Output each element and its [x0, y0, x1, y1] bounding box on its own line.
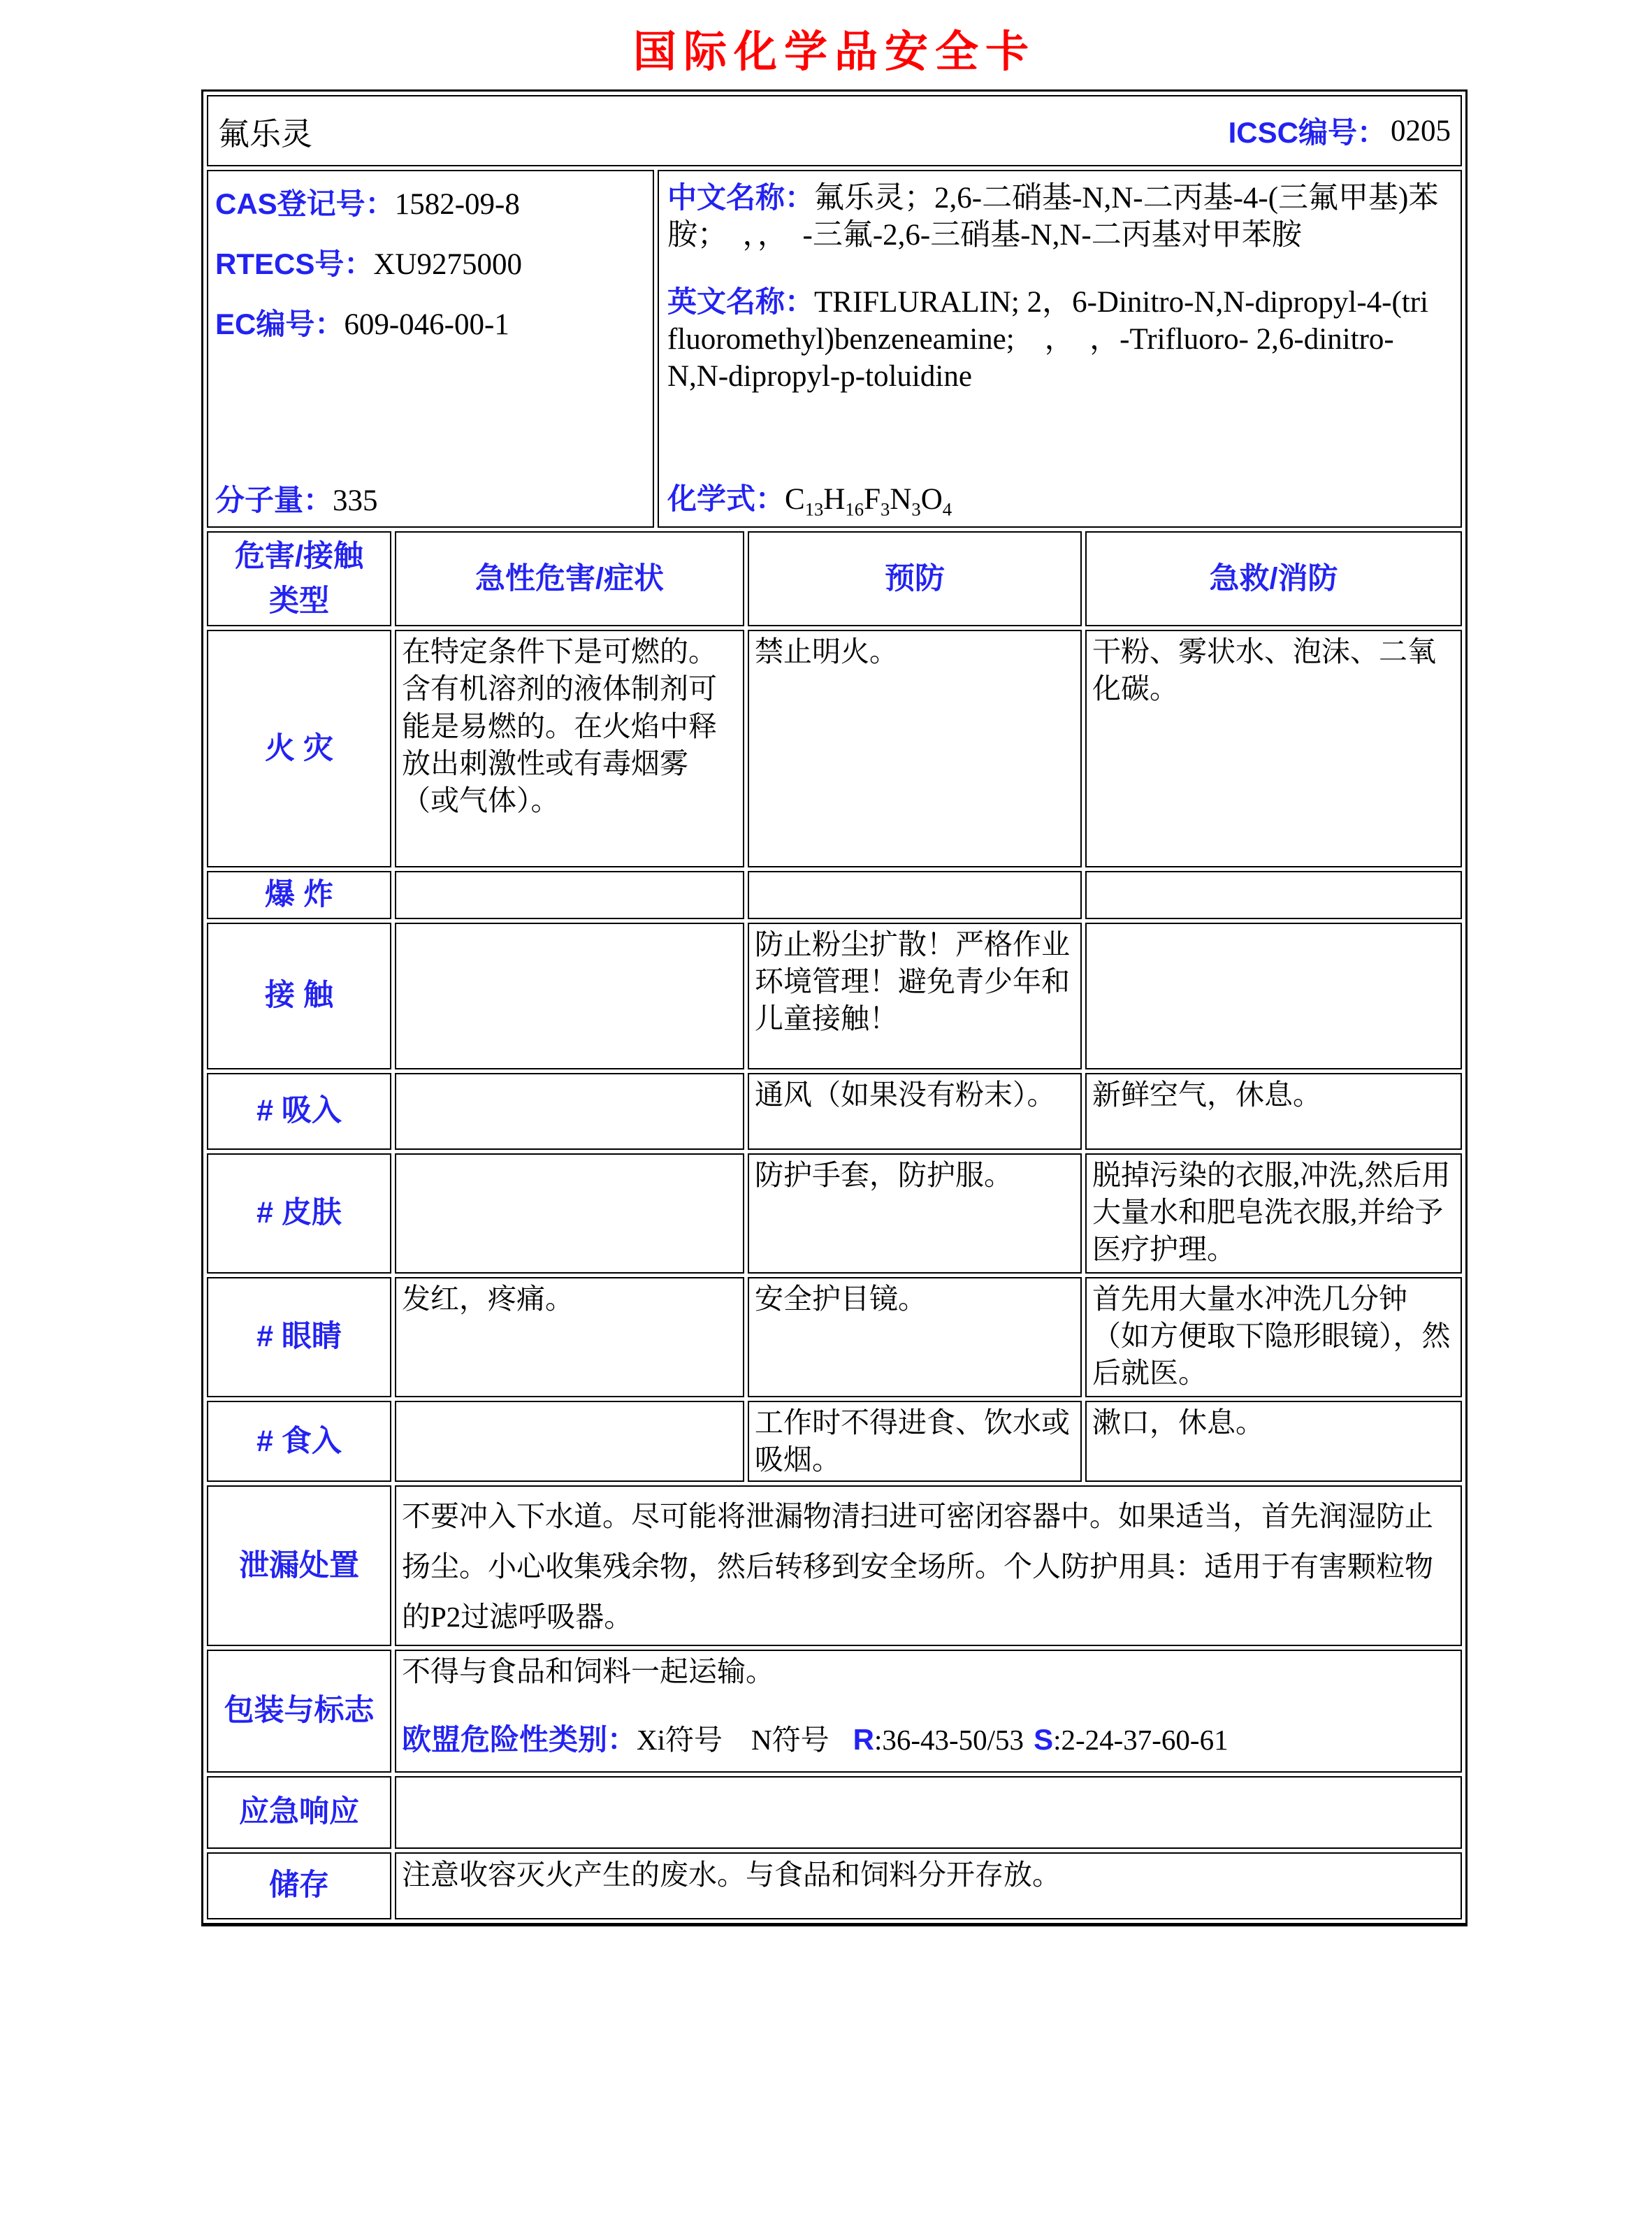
row-inhalation-label: # 吸入	[207, 1073, 391, 1150]
packaging-eu-classification	[402, 1721, 1455, 1759]
chinese-name-paragraph	[667, 180, 1452, 254]
icsc-number	[1229, 110, 1451, 152]
row-spill-disposal-content: 不要冲入下水道。尽可能将泄漏物清扫进可密闭容器中。如果适当，首先润湿防止扬尘。小心收集残余物，然后转移到安全场所。个人防护用具：适用于有害颗粒物的P2过滤呼吸器。	[395, 1485, 1462, 1645]
row-packaging	[207, 1650, 1462, 1773]
row-eyes-response: 首先用大量水冲洗几分钟（如方便取下隐形眼镜），然后就医。	[1085, 1277, 1462, 1397]
row-storage-content: 注意收容灭火产生的废水。与食品和饲料分开存放。	[395, 1852, 1462, 1919]
row-ingestion-symptoms	[395, 1401, 744, 1483]
row-exposure-label: 接 触	[207, 923, 391, 1069]
formula-label: 化学式：	[667, 482, 785, 516]
row-spill-disposal-label: 泄漏处置	[207, 1485, 391, 1645]
row-exposure-response	[1085, 923, 1462, 1069]
row-packaging-content	[395, 1650, 1462, 1773]
row-ingestion-prevention: 工作时不得进食、饮水或吸烟。	[748, 1401, 1082, 1483]
column-header-hazard-type: 危害/接触 类型	[207, 531, 391, 626]
icsc-card	[201, 89, 1468, 1926]
row-exposure-symptoms	[395, 923, 744, 1069]
row-explosion-symptoms	[395, 871, 744, 919]
row-fire-symptoms: 在特定条件下是可燃的。含有机溶剂的液体制剂可能是易燃的。在火焰中释放出刺激性或有毒烟雾（或气体）。	[395, 630, 744, 867]
row-inhalation-prevention: 通风（如果没有粉末）。	[748, 1073, 1082, 1150]
page-title: 国际化学品安全卡	[632, 27, 1036, 76]
english-name-value: TRIFLURALIN; 2，6-Dinitro-N,N-dipropyl-4-(tri fluoromethyl)benzeneamine; ， ，-Trifluoro- 2,6-dinitro-N,N-dipropyl-p-toluidine	[667, 285, 1428, 394]
r-phrase-label: R	[853, 1722, 874, 1756]
molecular-weight-line	[215, 477, 646, 519]
row-storage	[207, 1852, 1462, 1919]
row-packaging-label: 包装与标志	[207, 1650, 391, 1773]
ec-line	[215, 301, 646, 343]
row-explosion-label: 爆 炸	[207, 871, 391, 919]
icsc-value: 0205	[1391, 114, 1451, 147]
row-fire	[207, 630, 1462, 867]
row-fire-response: 干粉、雾状水、泡沫、二氧化碳。	[1085, 630, 1462, 867]
row-eyes-symptoms: 发红，疼痛。	[395, 1277, 744, 1397]
formula-value: $C_{13}H_{16}F_3N_3O_4$	[785, 483, 952, 520]
packaging-transport-note: 不得与食品和饲料一起运输。	[402, 1655, 774, 1687]
eu-symbols: Xi符号 N符号	[637, 1723, 829, 1756]
rtecs-value: XU9275000	[373, 248, 522, 281]
chinese-name-label: 中文名称：	[667, 181, 815, 214]
table-header-row	[207, 531, 1462, 626]
row-exposure	[207, 923, 1462, 1069]
row-emergency-response	[207, 1776, 1462, 1849]
english-name-label: 英文名称：	[667, 284, 815, 318]
row-fire-label: 火 灾	[207, 630, 391, 867]
eu-class-label: 欧盟危险性类别：	[402, 1722, 637, 1756]
row-inhalation-symptoms	[395, 1073, 744, 1150]
cas-line	[215, 181, 646, 223]
icsc-label: ICSC编号：	[1228, 116, 1386, 149]
molecular-weight-value: 335	[333, 484, 378, 517]
names-box	[658, 170, 1462, 528]
cas-value: 1582-09-8	[394, 188, 520, 221]
header-row	[207, 95, 1462, 166]
row-spill-disposal	[207, 1485, 1462, 1645]
row-explosion-response	[1085, 871, 1462, 919]
row-fire-prevention: 禁止明火。	[748, 630, 1082, 867]
identifiers-row	[207, 170, 1462, 528]
row-skin-prevention: 防护手套，防护服。	[748, 1153, 1082, 1274]
row-emergency-response-label: 应急响应	[207, 1776, 391, 1849]
row-eyes-label: # 眼睛	[207, 1277, 391, 1397]
row-inhalation	[207, 1073, 1462, 1150]
ec-value: 609-046-00-1	[344, 308, 509, 341]
row-ingestion	[207, 1401, 1462, 1483]
chemical-name: 氟乐灵	[218, 116, 313, 152]
row-eyes-prevention: 安全护目镜。	[748, 1277, 1082, 1397]
column-header-response: 急救/消防	[1085, 531, 1462, 626]
s-phrase-value: :2-24-37-60-61	[1053, 1723, 1229, 1756]
column-header-prevention: 预防	[748, 531, 1082, 626]
r-phrase-value: :36-43-50/53	[874, 1723, 1024, 1756]
rtecs-label: RTECS号：	[215, 247, 374, 280]
header-box	[207, 95, 1462, 166]
chinese-name-value: 氟乐灵；2,6-二硝基-N,N-二丙基-4-(三氟甲基)苯胺； ，， -三氟-2,6-三硝基-N,N-二丙基对甲苯胺	[667, 182, 1439, 252]
formula-line	[667, 476, 1452, 521]
s-phrase-label: S	[1034, 1722, 1054, 1756]
row-explosion-prevention	[748, 871, 1082, 919]
row-exposure-prevention: 防止粉尘扩散！严格作业环境管理！避免青少年和儿童接触！	[748, 923, 1082, 1069]
column-header-symptoms: 急性危害/症状	[395, 531, 744, 626]
ec-label: EC编号：	[215, 308, 345, 340]
row-skin	[207, 1153, 1462, 1274]
english-name-paragraph	[667, 284, 1452, 396]
row-ingestion-label: # 食入	[207, 1401, 391, 1483]
row-skin-label: # 皮肤	[207, 1153, 391, 1274]
row-emergency-response-content	[395, 1776, 1462, 1849]
registry-numbers-box	[207, 170, 654, 528]
row-inhalation-response: 新鲜空气，休息。	[1085, 1073, 1462, 1150]
row-skin-symptoms	[395, 1153, 744, 1274]
row-storage-label: 储存	[207, 1852, 391, 1919]
rtecs-line	[215, 241, 646, 283]
molecular-weight-label: 分子量：	[215, 484, 333, 517]
row-explosion	[207, 871, 1462, 919]
row-ingestion-response: 漱口，休息。	[1085, 1401, 1462, 1483]
row-eyes	[207, 1277, 1462, 1397]
cas-label: CAS登记号：	[215, 187, 395, 220]
row-skin-response: 脱掉污染的衣服,冲洗,然后用大量水和肥皂洗衣服,并给予医疗护理。	[1085, 1153, 1462, 1274]
